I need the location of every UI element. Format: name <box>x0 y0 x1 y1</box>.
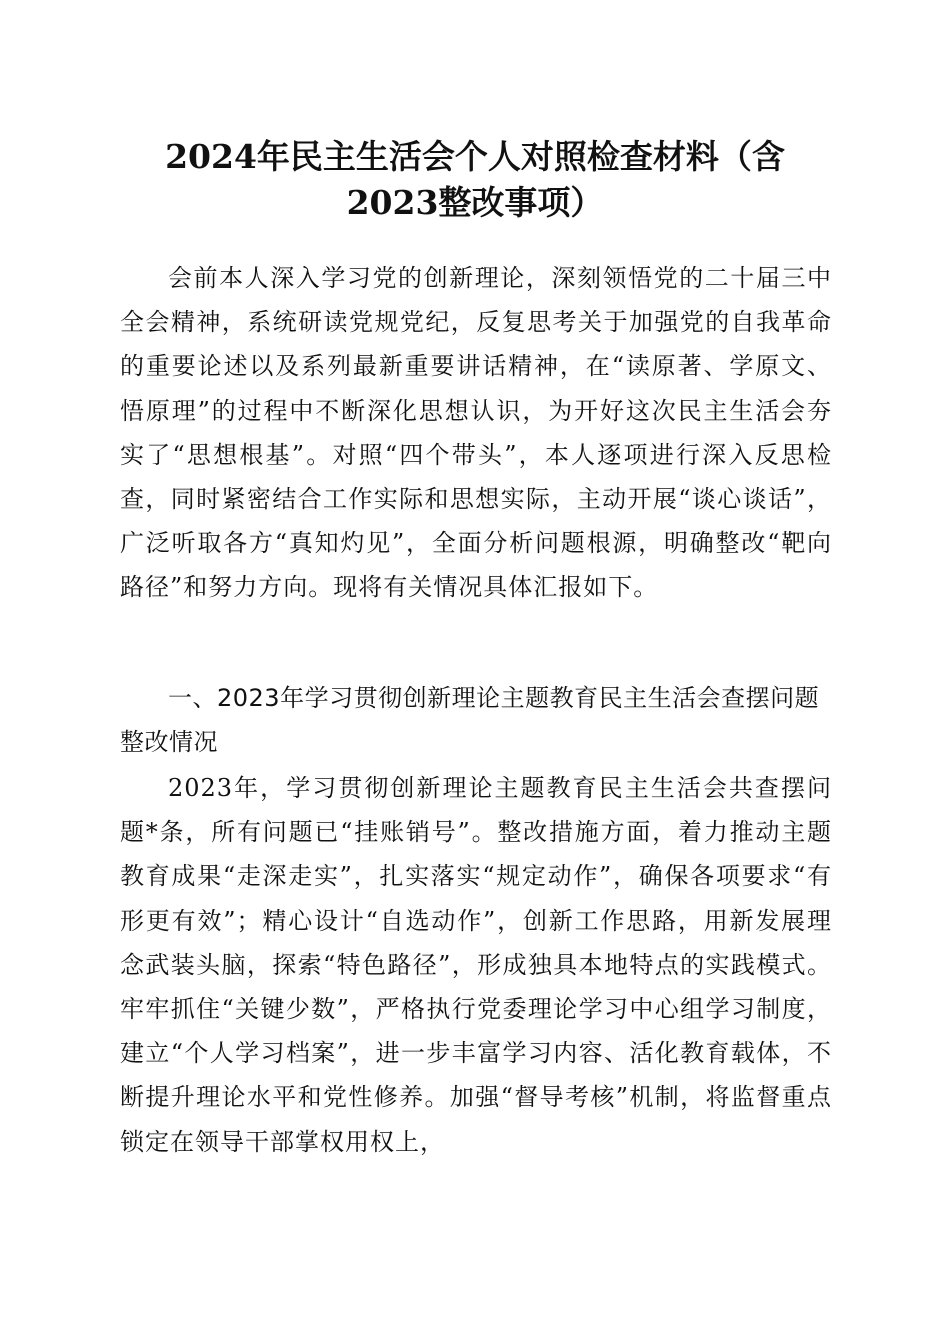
title-line-2: 2023整改事项） <box>346 183 604 222</box>
title-line-1: 2024年民主生活会个人对照检查材料（含 <box>165 137 785 176</box>
intro-paragraph: 会前本人深入学习党的创新理论，深刻领悟党的二十届三中全会精神，系统研读党规党纪，反复思考关于加强党的自我革命的重要论述以及系列最新重要讲话精神，在“读原著、学原文、悟原理”的过程中不断深化思想认识，为开好这次民主生活会夯实了“思想根基”。对照“四个带头”，本人逐项进行深入反思检查，同时紧密结合工作实际和思想实际，主动开展“谈心谈话”，广泛听取各方“真知灼见”，全面分析问题根源，明确整改“靶向路径”和努力方向。现将有关情况具体汇报如下。 <box>120 264 832 602</box>
section-1-heading: 一、2023年学习贯彻创新理论主题教育民主生活会查摆问题整改情况 <box>120 684 820 757</box>
section-1-paragraph: 2023年，学习贯彻创新理论主题教育民主生活会共查摆问题*条，所有问题已“挂账销号”。整改措施方面，着力推动主题教育成果“走深走实”，扎实落实“规定动作”，确保各项要求“有形更有效”；精心设计“自选动作”，创新工作思路，用新发展理念武装头脑，探索“特色路径”，形成独具本地特点的实践模式。牢牢抓住“关键少数”，严格执行党委理论学习中心组学习制度，建立“个人学习档案”，进一步丰富学习内容、活化教育载体，不断提升理论水平和党性修养。加强“督导考核”机制，将监督重点锁定在领导干部掌权用权上， <box>120 774 832 1156</box>
document-title <box>118 134 832 226</box>
